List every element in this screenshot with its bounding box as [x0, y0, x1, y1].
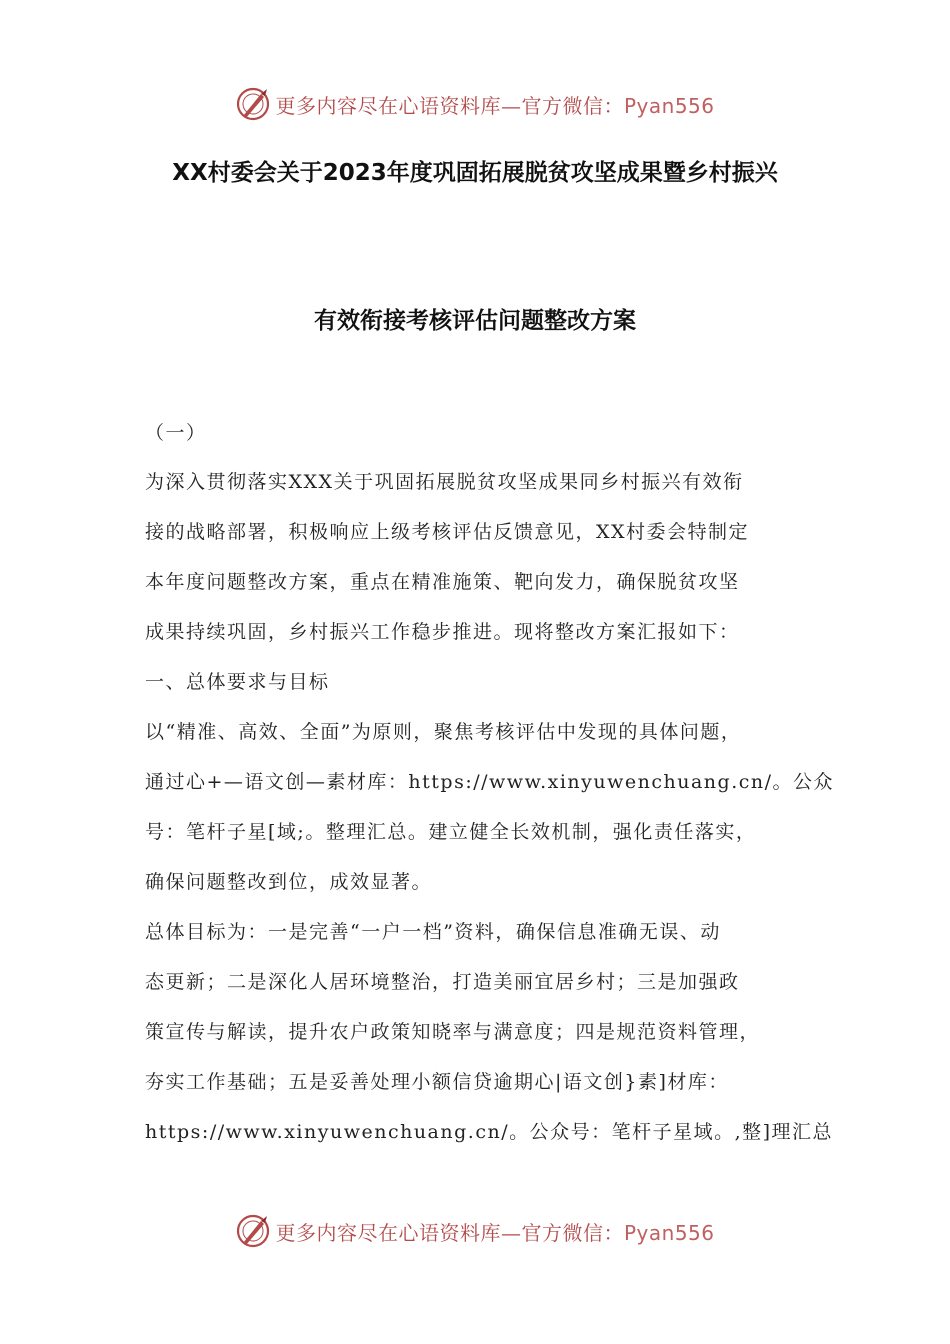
section-heading: 一、总体要求与目标: [145, 671, 330, 693]
document-title-line-2: 有效衔接考核评估问题整改方案: [314, 308, 636, 334]
paragraph-line: 号：笔杆子星[域;。整理汇总。建立健全长效机制，强化责任落实，: [145, 821, 757, 843]
watermark-wechat-id: Pyan556: [623, 93, 715, 118]
header-watermark: [0, 84, 950, 124]
watermark-wechat-id: Pyan556: [623, 1220, 715, 1245]
paragraph-line: 态更新；二是深化人居环境整治，打造美丽宜居乡村；三是加强政: [145, 971, 740, 993]
section-number: （一）: [145, 422, 207, 444]
document-title-line-1: XX村委会关于2023年度巩固拓展脱贫攻坚成果暨乡村振兴: [172, 160, 778, 186]
paragraph-line: 接的战略部署，积极响应上级考核评估反馈意见，XX村委会特制定: [145, 521, 750, 543]
paragraph-line: 本年度问题整改方案，重点在精准施策、靶向发力，确保脱贫攻坚: [145, 571, 740, 593]
paragraph-line: 总体目标为：一是完善“一户一档”资料，确保信息准确无误、动: [145, 921, 721, 943]
paragraph-line: 成果持续巩固，乡村振兴工作稳步推进。现将整改方案汇报如下：: [145, 621, 740, 643]
paragraph-line: 通过心+—语文创—素材库：https://www.xinyuwenchuang.cn/。公众: [145, 771, 835, 793]
quill-logo-icon: [235, 86, 271, 122]
quill-logo-icon: [235, 1213, 271, 1249]
paragraph-line: 确保问题整改到位，成效显著。: [145, 871, 433, 893]
paragraph-line: https://www.xinyuwenchuang.cn/。公众号：笔杆子星域。,整]理汇总: [145, 1121, 834, 1143]
watermark-text: 更多内容尽在心语资料库—官方微信：: [275, 1220, 624, 1245]
paragraph-line: 策宣传与解读，提升农户政策知晓率与满意度；四是规范资料管理，: [145, 1021, 761, 1043]
watermark-text: 更多内容尽在心语资料库—官方微信：: [275, 93, 624, 118]
footer-watermark: [0, 1211, 950, 1251]
paragraph-line: 为深入贯彻落实XXX关于巩固拓展脱贫攻坚成果同乡村振兴有效衔: [145, 471, 744, 493]
paragraph-line: 夯实工作基础；五是妥善处理小额信贷逾期心|语文创}素]材库：: [145, 1071, 729, 1093]
paragraph-line: 以“精准、高效、全面”为原则，聚焦考核评估中发现的具体问题，: [145, 721, 742, 743]
